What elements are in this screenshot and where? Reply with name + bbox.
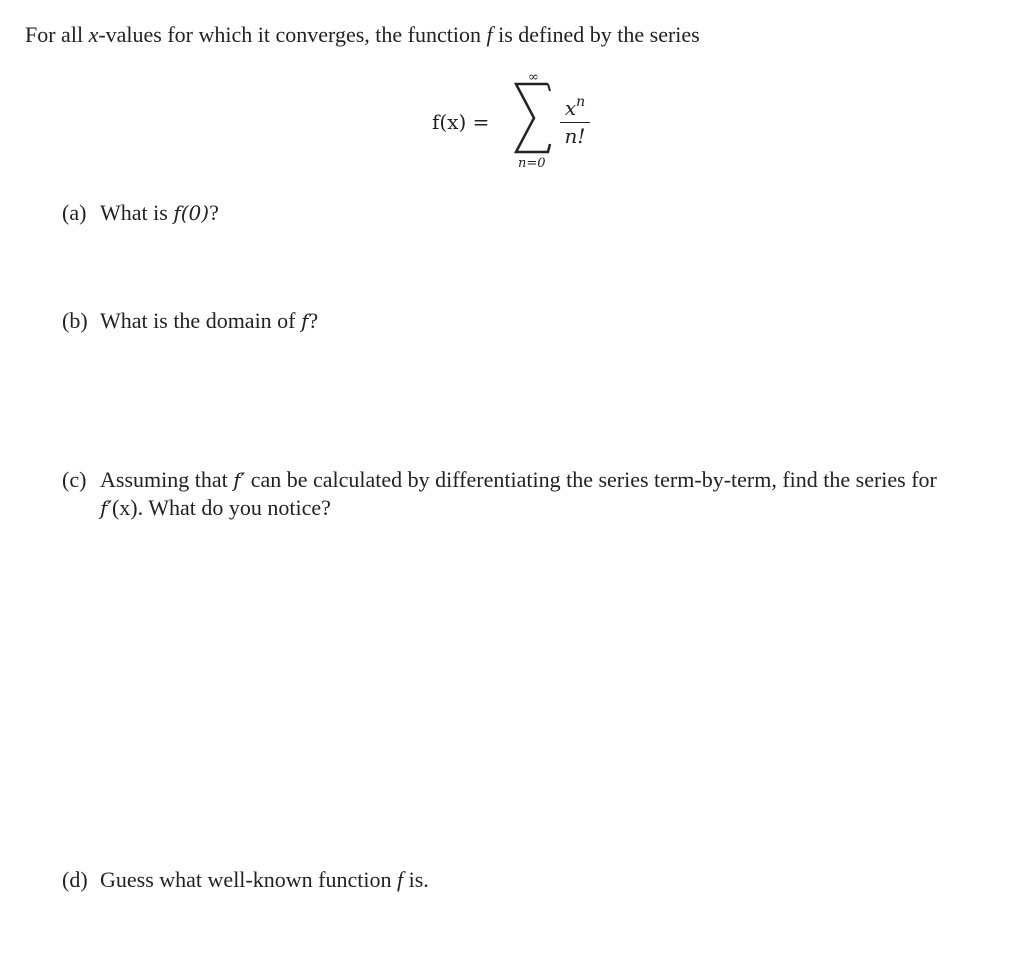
summation-sigma-icon [512, 82, 552, 154]
numerator-base: x [564, 96, 577, 120]
question-b [62, 307, 318, 335]
question-b-math: f [301, 309, 309, 333]
fraction-numerator [558, 90, 592, 120]
question-a [62, 199, 219, 227]
sum-lower-limit: n=0 [518, 156, 546, 171]
question-d [62, 866, 429, 894]
question-b-text: What is the domain of [100, 308, 302, 333]
question-d-label: (d) [62, 867, 88, 892]
question-c-text1: Assuming that [100, 467, 234, 492]
intro-text-before: For all [25, 22, 89, 47]
question-c-text3: (x). What do you notice? [111, 495, 331, 520]
question-a-math: f(0) [173, 201, 210, 225]
series-formula [430, 70, 600, 180]
numerator-exponent: n [576, 94, 586, 110]
question-b-end: ? [308, 308, 319, 333]
question-c [62, 466, 1002, 522]
intro-variable-x: x [88, 22, 99, 47]
intro-function-f: f [486, 22, 493, 47]
question-a-text: What is [100, 200, 174, 225]
question-b-label: (b) [62, 308, 88, 333]
question-c-math2: f′ [100, 496, 112, 520]
formula-lhs: f(x) = [432, 110, 490, 134]
question-c-line2 [62, 494, 1002, 522]
series-term-fraction [558, 90, 592, 149]
question-d-text: Guess what well-known function [100, 867, 397, 892]
sum-upper-limit: ∞ [528, 70, 539, 85]
question-d-end: is. [403, 867, 429, 892]
question-c-label: (c) [62, 467, 87, 492]
question-a-label: (a) [62, 200, 87, 225]
question-d-func: f [396, 867, 404, 892]
fraction-denominator: n! [564, 124, 586, 148]
intro-text-middle: -values for which it converges, the function [98, 22, 487, 47]
intro-text-after: is defined by the series [492, 22, 700, 47]
question-c-math1: f′ [233, 468, 246, 492]
question-a-end: ? [209, 200, 219, 225]
question-c-line1 [62, 466, 1002, 494]
intro-sentence [25, 20, 700, 50]
question-c-text2: can be calculated by differentiating the series term-by-term, find the series for [245, 467, 937, 492]
